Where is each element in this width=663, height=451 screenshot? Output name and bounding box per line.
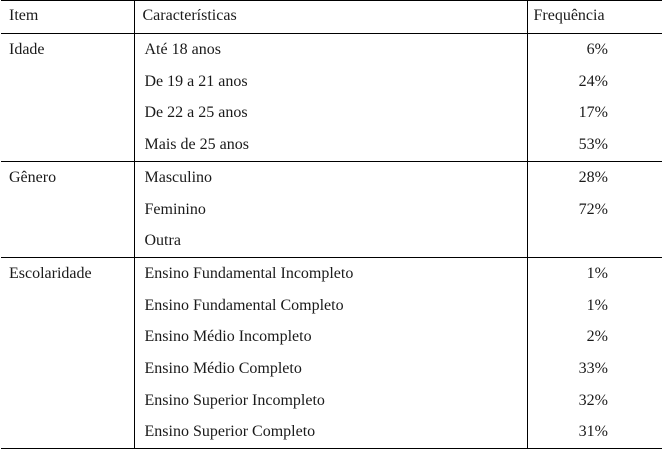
cell-frequencia: 1%: [586, 264, 608, 282]
cell-frequencia: 24%: [578, 72, 608, 90]
cell-caracteristica: De 22 a 25 anos: [134, 97, 527, 129]
cell-caracteristica: Masculino: [134, 161, 527, 193]
cell-caracteristica: Até 18 anos: [134, 34, 527, 66]
cell-caracteristica: Ensino Fundamental Incompleto: [134, 257, 527, 289]
table-row: [1, 34, 662, 66]
header-frequencia: Frequência: [527, 1, 662, 34]
cell-caracteristica: Feminino: [134, 194, 527, 226]
cell-frequencia: 1%: [586, 296, 608, 314]
cell-frequencia: 28%: [578, 168, 608, 186]
cell-caracteristica: Ensino Superior Incompleto: [134, 385, 527, 417]
cell-caracteristica: Mais de 25 anos: [134, 129, 527, 161]
cell-frequencia: [527, 225, 662, 257]
data-table: [1, 0, 662, 449]
cell-frequencia: 17%: [578, 104, 608, 122]
cell-frequencia: 33%: [578, 360, 608, 378]
cell-caracteristica: Ensino Médio Incompleto: [134, 321, 527, 353]
table-row: [1, 161, 662, 193]
header-caracteristicas: Características: [134, 1, 527, 34]
group-label-idade: Idade: [1, 34, 134, 162]
group-label-genero: Gênero: [1, 161, 134, 257]
cell-frequencia: 6%: [586, 41, 608, 58]
data-table-container: [1, 0, 662, 449]
header-item: Item: [1, 1, 134, 34]
table-row: [1, 257, 662, 289]
group-label-escolaridade: Escolaridade: [1, 257, 134, 448]
cell-frequencia: 53%: [527, 129, 662, 161]
cell-caracteristica: Ensino Fundamental Completo: [134, 290, 527, 322]
cell-caracteristica: Ensino Médio Completo: [134, 353, 527, 385]
cell-caracteristica: Ensino Superior Completo: [134, 416, 527, 448]
cell-frequencia: 32%: [578, 391, 608, 409]
cell-frequencia: 2%: [586, 328, 608, 346]
table-header-row: [1, 1, 662, 34]
cell-caracteristica: Outra: [134, 225, 527, 257]
cell-frequencia: 31%: [527, 416, 662, 448]
cell-frequencia: 72%: [578, 200, 608, 218]
cell-caracteristica: De 19 a 21 anos: [134, 66, 527, 98]
